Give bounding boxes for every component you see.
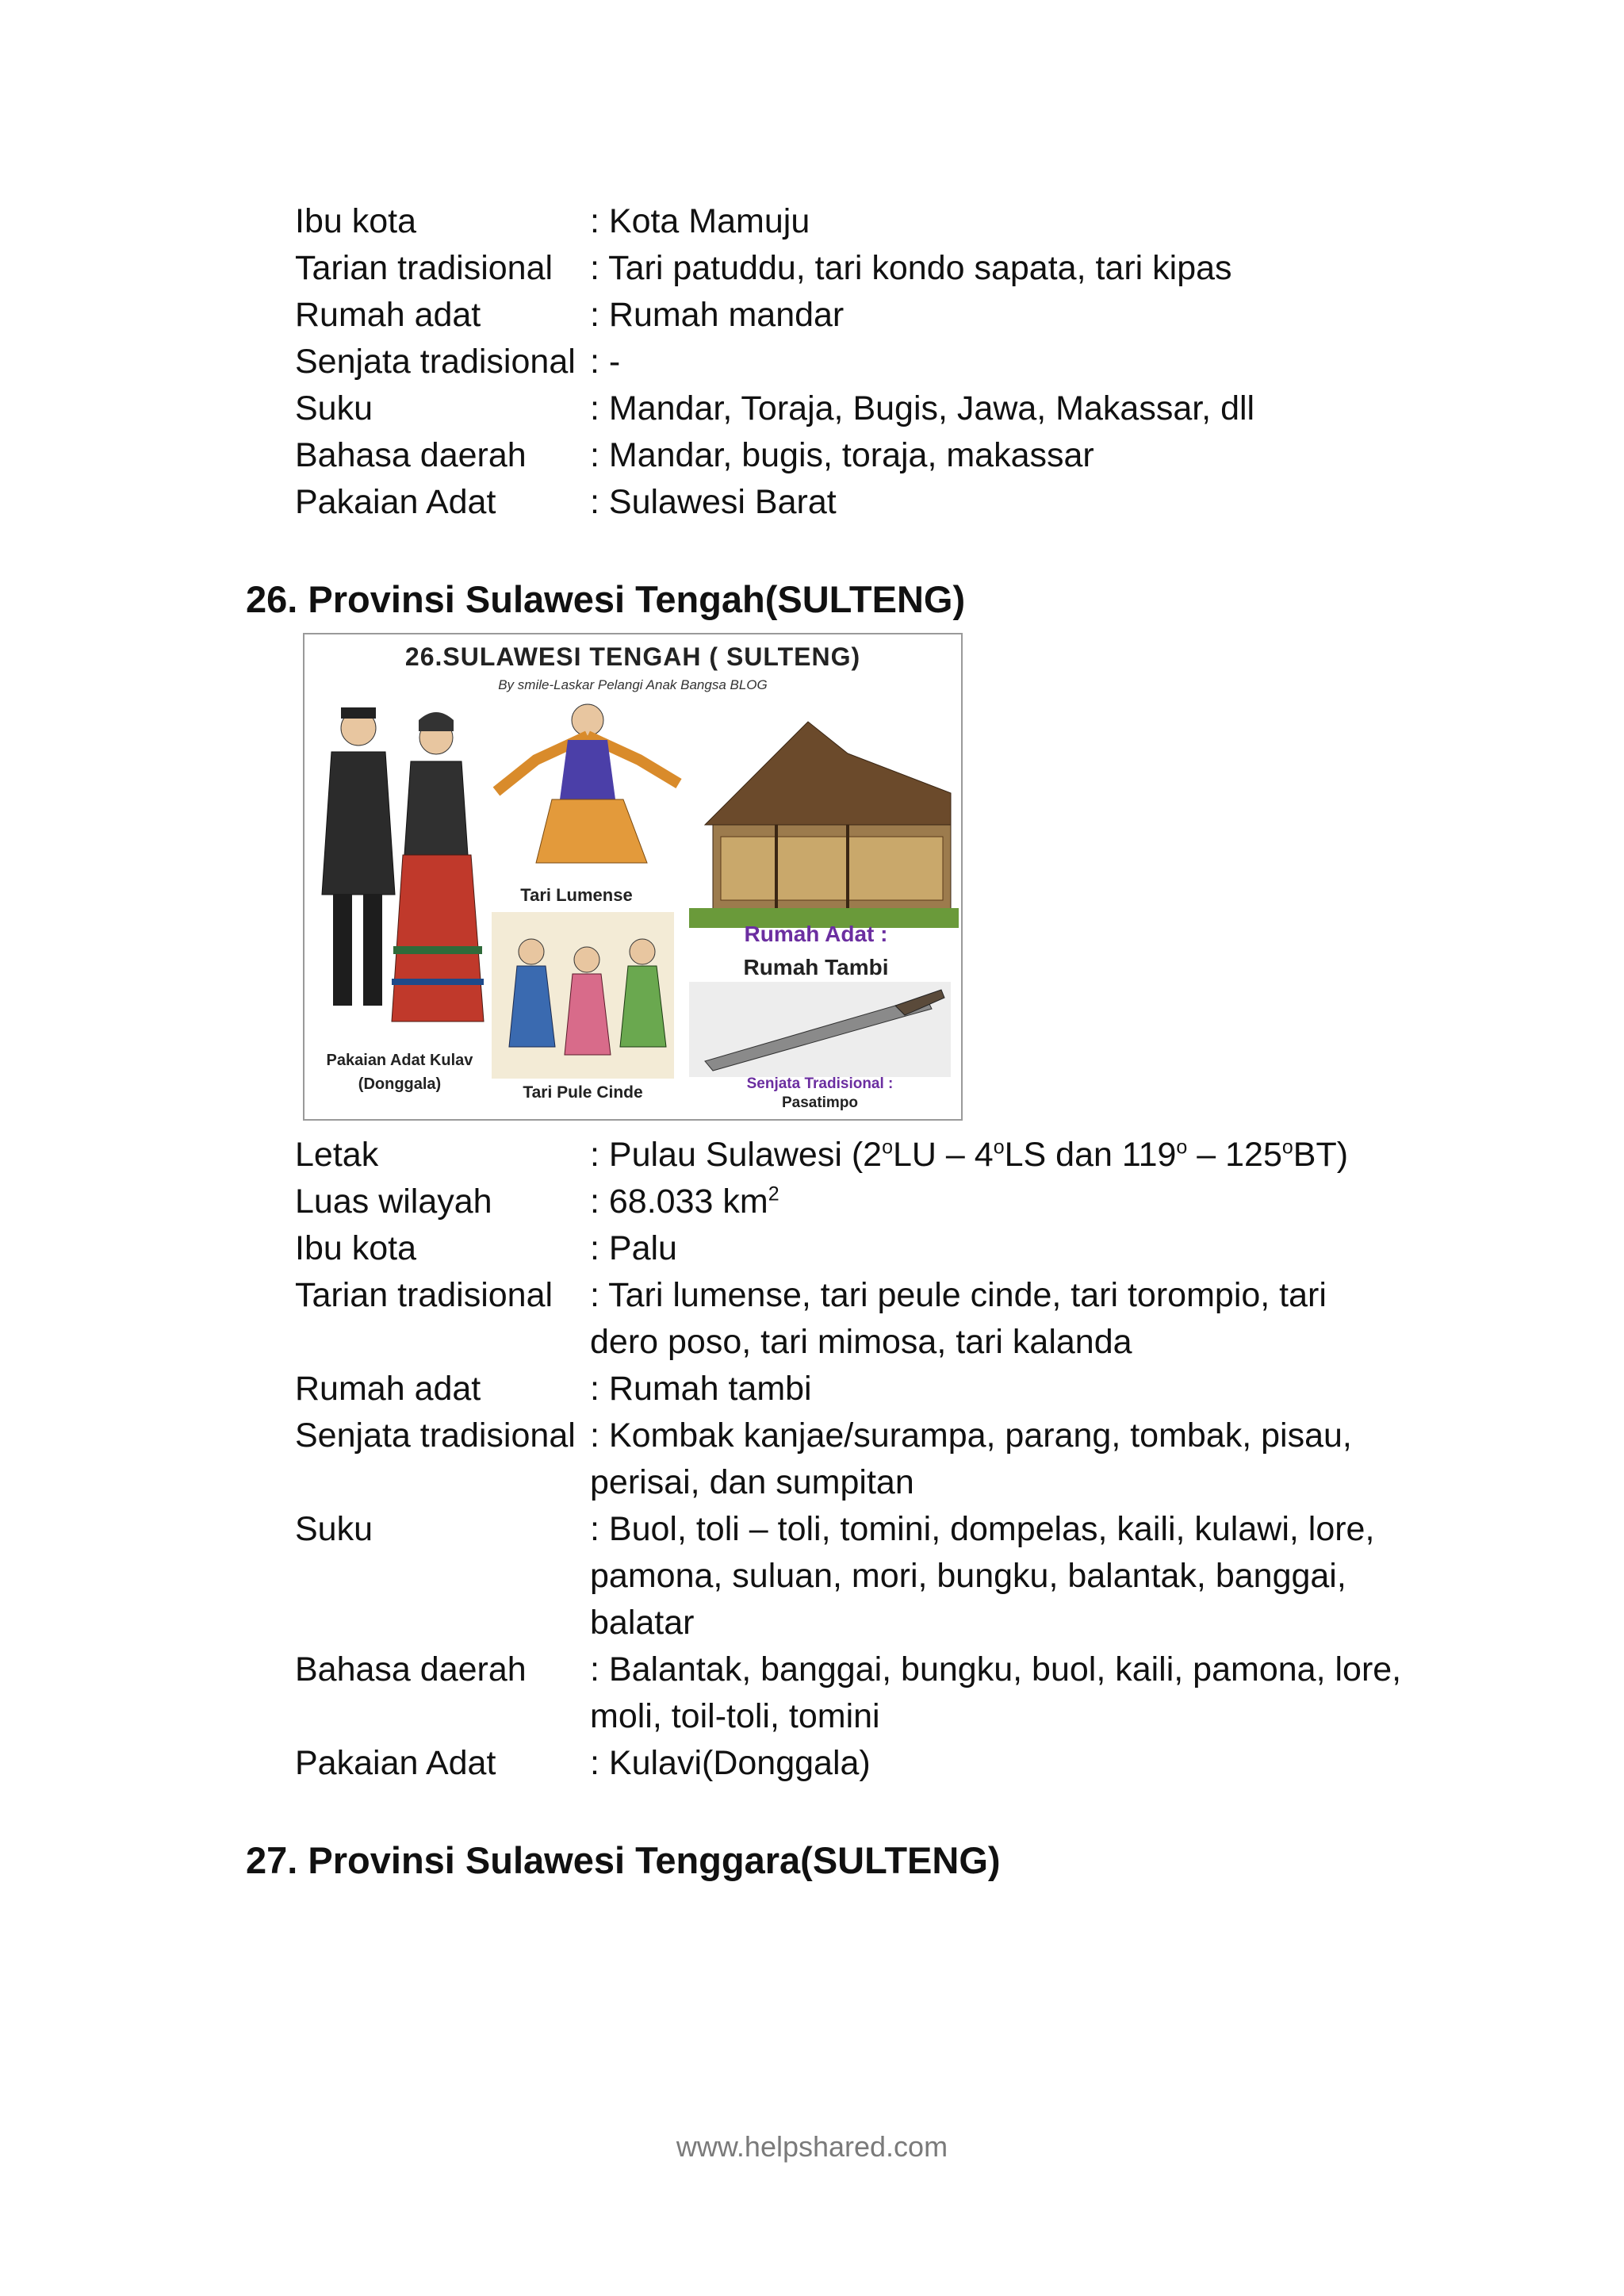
- info-row: Tarian tradisional : Tari patuddu, tari kondo sapata, tari kipas: [295, 249, 1232, 287]
- caption-rumah-tambi: Rumah Tambi: [743, 955, 889, 979]
- traditional-clothing-illustration: [309, 696, 492, 1045]
- info-row: Senjata tradisional : Kombak kanjae/surampa, parang, tombak, pisau, perisai, dan sumpitan: [295, 1416, 1352, 1501]
- info-row: Rumah adat : Rumah tambi: [295, 1370, 812, 1408]
- info-row: Bahasa daerah : Balantak, banggai, bungku, buol, kaili, pamona, lore, moli, toil-toli, tomini: [295, 1650, 1402, 1735]
- sulteng-info-list: [295, 1132, 1500, 1787]
- footer-url: www.helpshared.com: [676, 2130, 948, 2163]
- caption-tari-lumense: Tari Lumense: [520, 885, 633, 905]
- figure-title: 26.SULAWESI TENGAH ( SULTENG): [404, 642, 861, 671]
- caption-donggala: (Donggala): [358, 1075, 442, 1093]
- caption-pakaian-adat: Pakaian Adat Kulav: [326, 1052, 473, 1069]
- top-info-list: [295, 198, 1500, 526]
- caption-tari-pule-cinde: Tari Pule Cinde: [523, 1083, 643, 1102]
- figure-subtitle: By smile-Laskar Pelangi Anak Bangsa BLOG: [498, 677, 768, 692]
- traditional-weapon-illustration: [689, 982, 951, 1077]
- info-row: Tarian tradisional : Tari lumense, tari peule cinde, tari torompio, tari dero poso, tari mimosa, tari kalanda: [295, 1276, 1327, 1361]
- info-row: Suku : Mandar, Toraja, Bugis, Jawa, Makassar, dll: [295, 389, 1255, 427]
- caption-pasatimpo: Pasatimpo: [781, 1094, 859, 1111]
- dancer-illustration: [488, 696, 687, 887]
- section-heading-26: 26. Provinsi Sulawesi Tengah(SULTENG): [246, 578, 966, 620]
- info-row: Senjata tradisional : -: [295, 343, 621, 381]
- caption-senjata: Senjata Tradisional :: [746, 1075, 894, 1092]
- info-row: Suku : Buol, toli – toli, tomini, dompelas, kaili, kulawi, lore, pamona, suluan, mori, bungku, balantak, banggai, balatar: [295, 1510, 1375, 1642]
- info-row: Ibu kota : Kota Mamuju: [295, 202, 810, 240]
- info-row: Pakaian Adat : Sulawesi Barat: [295, 483, 837, 521]
- info-row: Rumah adat : Rumah mandar: [295, 296, 845, 334]
- info-row: Bahasa daerah : Mandar, bugis, toraja, makassar: [295, 436, 1094, 474]
- traditional-house-illustration: [689, 706, 959, 928]
- info-row: Pakaian Adat : Kulavi(Donggala): [295, 1744, 871, 1782]
- dance-group-illustration: [492, 912, 674, 1079]
- section-heading-27: 27. Provinsi Sulawesi Tenggara(SULTENG): [246, 1839, 1001, 1881]
- sulteng-illustration: [303, 633, 963, 1121]
- info-row-luas: Luas wilayah : 68.033 $km^2$: [295, 1182, 779, 1221]
- caption-rumah-adat: Rumah Adat :: [744, 922, 888, 946]
- info-row: Ibu kota : Palu: [295, 1229, 677, 1267]
- info-row-letak: Letak : Pulau Sulawesi (2$^o$LU – 4$^o$LS dan 119$^o$ – 125$^o$BT): [295, 1136, 1349, 1174]
